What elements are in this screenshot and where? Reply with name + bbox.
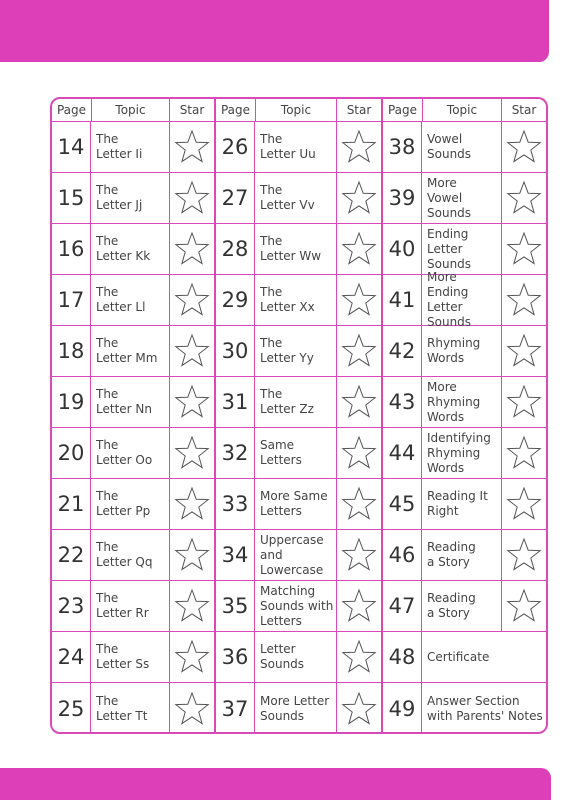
topic-label: More Rhyming Words [422,377,502,427]
star-cell[interactable] [170,377,214,427]
star-icon[interactable] [173,332,211,370]
table-row [52,122,214,173]
page-number: 25 [52,683,91,734]
page-number: 47 [383,581,422,631]
table-row [52,326,214,377]
star-icon[interactable] [505,383,543,421]
table-row [52,428,214,479]
star-cell[interactable] [170,173,214,223]
star-cell[interactable] [170,122,214,172]
topic-header: Topic [423,99,502,121]
star-cell[interactable] [337,530,381,580]
topic-label: Reading a Story [422,581,502,631]
page-number: 24 [52,632,91,682]
star-icon[interactable] [505,485,543,523]
page-number: 14 [52,122,91,172]
star-cell[interactable] [502,326,546,376]
star-icon[interactable] [505,434,543,472]
table-row [52,377,214,428]
topic-label: More Ending Letter Sounds [422,275,502,325]
star-cell[interactable] [337,122,381,172]
topic-label: Same Letters [255,428,337,478]
page-number: 32 [216,428,255,478]
star-cell[interactable] [170,326,214,376]
page-number: 29 [216,275,255,325]
star-cell[interactable] [170,428,214,478]
table-row [52,530,214,581]
star-icon[interactable] [173,638,211,676]
star-icon[interactable] [173,485,211,523]
page-number: 45 [383,479,422,529]
topic-label: The Letter Uu [255,122,337,172]
table-row [216,683,381,734]
table-column-2 [216,99,381,732]
star-icon[interactable] [173,179,211,217]
table-row [216,224,381,275]
page-number: 16 [52,224,91,274]
star-icon[interactable] [340,587,378,625]
star-icon[interactable] [340,434,378,472]
bottom-pink-band [0,768,551,800]
star-cell[interactable] [170,530,214,580]
topic-label: Identifying Rhyming Words [422,428,502,478]
star-cell[interactable] [170,224,214,274]
topic-label: Reading a Story [422,530,502,580]
topic-label: The Letter Ll [91,275,170,325]
topic-label: Answer Section with Parents' Notes [427,693,543,723]
page-number: 36 [216,632,255,682]
table-row [52,632,214,683]
star-icon[interactable] [505,281,543,319]
page-number: 33 [216,479,255,529]
table-row [52,581,214,632]
table-row [383,270,546,329]
star-icon[interactable] [505,536,543,574]
page-number: 46 [383,530,422,580]
table-header [52,99,214,122]
table-row [383,683,546,734]
star-icon[interactable] [340,128,378,166]
star-icon[interactable] [340,332,378,370]
page-number: 21 [52,479,91,529]
star-cell[interactable] [502,428,546,478]
star-header: Star [346,103,372,117]
topic-header: Topic [256,99,337,121]
contents-table [50,97,548,734]
page-number: 39 [383,173,422,223]
table-row [216,377,381,428]
topic-label: The Letter Qq [91,530,170,580]
topic-label: The Letter Rr [91,581,170,631]
star-icon[interactable] [505,128,543,166]
table-row [216,479,381,530]
star-icon[interactable] [340,383,378,421]
table-row [216,275,381,326]
star-icon[interactable] [173,587,211,625]
table-row [52,479,214,530]
page-header: Page [216,99,256,121]
table-row [52,683,214,734]
page-number: 26 [216,122,255,172]
star-cell[interactable] [502,122,546,172]
page-number: 28 [216,224,255,274]
topic-label: The Letter Zz [255,377,337,427]
star-cell[interactable] [502,377,546,427]
topic-label: More Vowel Sounds [422,173,502,223]
topic-label: Ending Letter Sounds [422,224,502,274]
star-cell[interactable] [337,581,381,631]
page-number: 30 [216,326,255,376]
table-row [216,632,381,683]
star-cell[interactable] [170,479,214,529]
table-row [383,326,546,377]
star-cell[interactable] [337,479,381,529]
table-row [383,377,546,428]
table-row [52,224,214,275]
topic-label: Vowel Sounds [422,122,502,172]
star-cell[interactable] [170,683,214,734]
topic-label: The Letter Xx [255,275,337,325]
star-cell[interactable] [337,275,381,325]
page-number: 27 [216,173,255,223]
topic-label: The Letter Mm [91,326,170,376]
star-cell[interactable] [337,173,381,223]
table-header [216,99,381,122]
table-row [383,632,546,683]
star-icon[interactable] [173,230,211,268]
topic-label: The Letter Tt [91,683,170,734]
table-row [216,581,381,632]
page-number: 44 [383,428,422,478]
top-pink-band [0,0,549,62]
topic-label: The Letter Jj [91,173,170,223]
page-number: 20 [52,428,91,478]
table-row [216,122,381,173]
page-number: 49 [383,683,422,734]
star-icon[interactable] [340,179,378,217]
star-icon[interactable] [173,690,211,728]
page-number: 18 [52,326,91,376]
table-row [52,275,214,326]
star-cell[interactable] [502,275,546,325]
star-cell[interactable] [170,632,214,682]
star-cell[interactable] [502,581,546,631]
page-number: 43 [383,377,422,427]
table-row [216,530,381,581]
table-row [383,122,546,173]
topic-header: Topic [92,99,170,121]
page-number: 35 [216,581,255,631]
star-icon[interactable] [340,536,378,574]
topic-label: Uppercase and Lowercase [255,530,337,580]
star-cell[interactable] [337,632,381,682]
topic-label: The Letter Ii [91,122,170,172]
table-column-1 [52,99,214,732]
star-icon[interactable] [340,281,378,319]
page-number: 34 [216,530,255,580]
page-number: 22 [52,530,91,580]
page-number: 41 [383,275,422,325]
topic-label: Letter Sounds [255,632,337,682]
star-icon[interactable] [505,332,543,370]
page-number: 19 [52,377,91,427]
page-number: 40 [383,224,422,274]
page-number: 17 [52,275,91,325]
table-row [52,173,214,224]
star-icon[interactable] [340,230,378,268]
table-header [383,99,546,122]
star-icon[interactable] [173,383,211,421]
page-header: Page [383,99,423,121]
table-row [383,428,546,479]
star-icon[interactable] [340,485,378,523]
topic-label: Certificate [427,649,490,664]
star-cell[interactable] [502,479,546,529]
topic-label: The Letter Pp [91,479,170,529]
page-number: 38 [383,122,422,172]
page-number: 42 [383,326,422,376]
page-header: Page [52,99,92,121]
table-row [216,173,381,224]
topic-label: More Letter Sounds [255,683,337,734]
page-number: 23 [52,581,91,631]
topic-label: The Letter Ss [91,632,170,682]
table-row [383,224,546,275]
topic-label: The Letter Nn [91,377,170,427]
star-cell[interactable] [502,224,546,274]
star-cell[interactable] [170,275,214,325]
table-row [383,479,546,530]
star-cell[interactable] [337,683,381,734]
page-number: 48 [383,632,422,682]
topic-label: Reading It Right [422,479,502,529]
star-icon[interactable] [173,128,211,166]
star-icon[interactable] [173,536,211,574]
star-cell[interactable] [337,377,381,427]
topic-label: More Same Letters [255,479,337,529]
page-number: 37 [216,683,255,734]
star-icon[interactable] [340,690,378,728]
topic-label: Matching Sounds with Letters [255,581,337,631]
star-icon[interactable] [505,230,543,268]
table-row [383,173,546,224]
table-column-3 [383,99,546,732]
table-row [383,530,546,581]
topic-label: The Letter Oo [91,428,170,478]
star-cell[interactable] [502,173,546,223]
star-cell[interactable] [337,224,381,274]
star-icon[interactable] [505,587,543,625]
star-cell[interactable] [502,530,546,580]
topic-label: The Letter Yy [255,326,337,376]
table-row [383,581,546,632]
topic-label: Rhyming Words [422,326,502,376]
table-row [216,428,381,479]
page-number: 31 [216,377,255,427]
star-header: Star [179,103,205,117]
table-row [216,326,381,377]
star-icon[interactable] [173,434,211,472]
star-icon[interactable] [340,638,378,676]
page-number: 15 [52,173,91,223]
star-cell[interactable] [170,581,214,631]
topic-label: The Letter Kk [91,224,170,274]
star-icon[interactable] [173,281,211,319]
star-icon[interactable] [505,179,543,217]
topic-label: The Letter Ww [255,224,337,274]
topic-label: The Letter Vv [255,173,337,223]
star-cell[interactable] [337,428,381,478]
star-header: Star [511,103,537,117]
star-cell[interactable] [337,326,381,376]
